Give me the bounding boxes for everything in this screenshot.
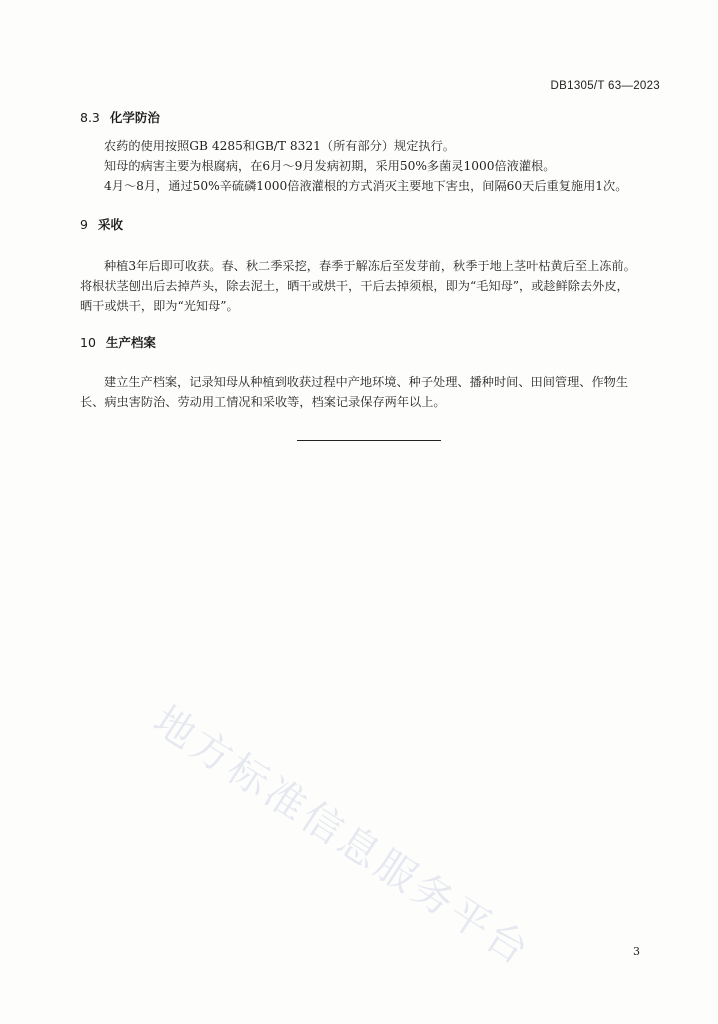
section-title: 化学防治 [109,110,160,125]
end-of-document-rule [297,440,441,441]
page-number: 3 [633,945,640,958]
paragraph-line: 4月～8月，通过50%辛硫磷1000倍液灌根的方式消灭主要地下害虫，间隔60天后重复施用1次。 [104,179,628,193]
section-heading-10 [80,333,156,351]
section-number: 9 [80,217,88,232]
paragraph-line: 长、病虫害防治、劳动用工情况和采收等，档案记录保存两年以上。 [80,395,446,409]
section-body-8-3 [80,136,660,196]
section-number: 10 [80,335,96,350]
paragraph-line: 建立生产档案，记录知母从种植到收获过程中产地环境、种子处理、播种时间、田间管理、作物生 [104,375,629,389]
paragraph-line: 将根状茎刨出后去掉芦头，除去泥土，晒干或烘干，干后去掉须根，即为“毛知母”，或趁鲜除去外皮， [80,279,629,293]
watermark: 地方标准信息服务平台 [145,697,540,976]
paragraph-line: 农药的使用按照GB 4285和GB/T 8321（所有部分）规定执行。 [104,139,455,153]
document-code: DB1305/T 63—2023 [550,80,660,92]
section-title: 生产档案 [105,335,156,350]
section-body-10 [80,372,660,412]
paragraph-line: 种植3年后即可收获。春、秋二季采挖，春季于解冻后至发芽前，秋季于地上茎叶枯黄后至上冻前。 [104,259,636,273]
paragraph-line: 晒干或烘干，即为“光知母”。 [80,299,239,313]
section-heading-8-3 [80,108,160,126]
section-body-9 [80,256,660,316]
section-title: 采收 [97,217,123,232]
section-heading-9 [80,215,123,233]
paragraph-line: 知母的病害主要为根腐病，在6月～9月发病初期，采用50%多菌灵1000倍液灌根。 [104,159,556,173]
section-number: 8.3 [80,110,100,125]
